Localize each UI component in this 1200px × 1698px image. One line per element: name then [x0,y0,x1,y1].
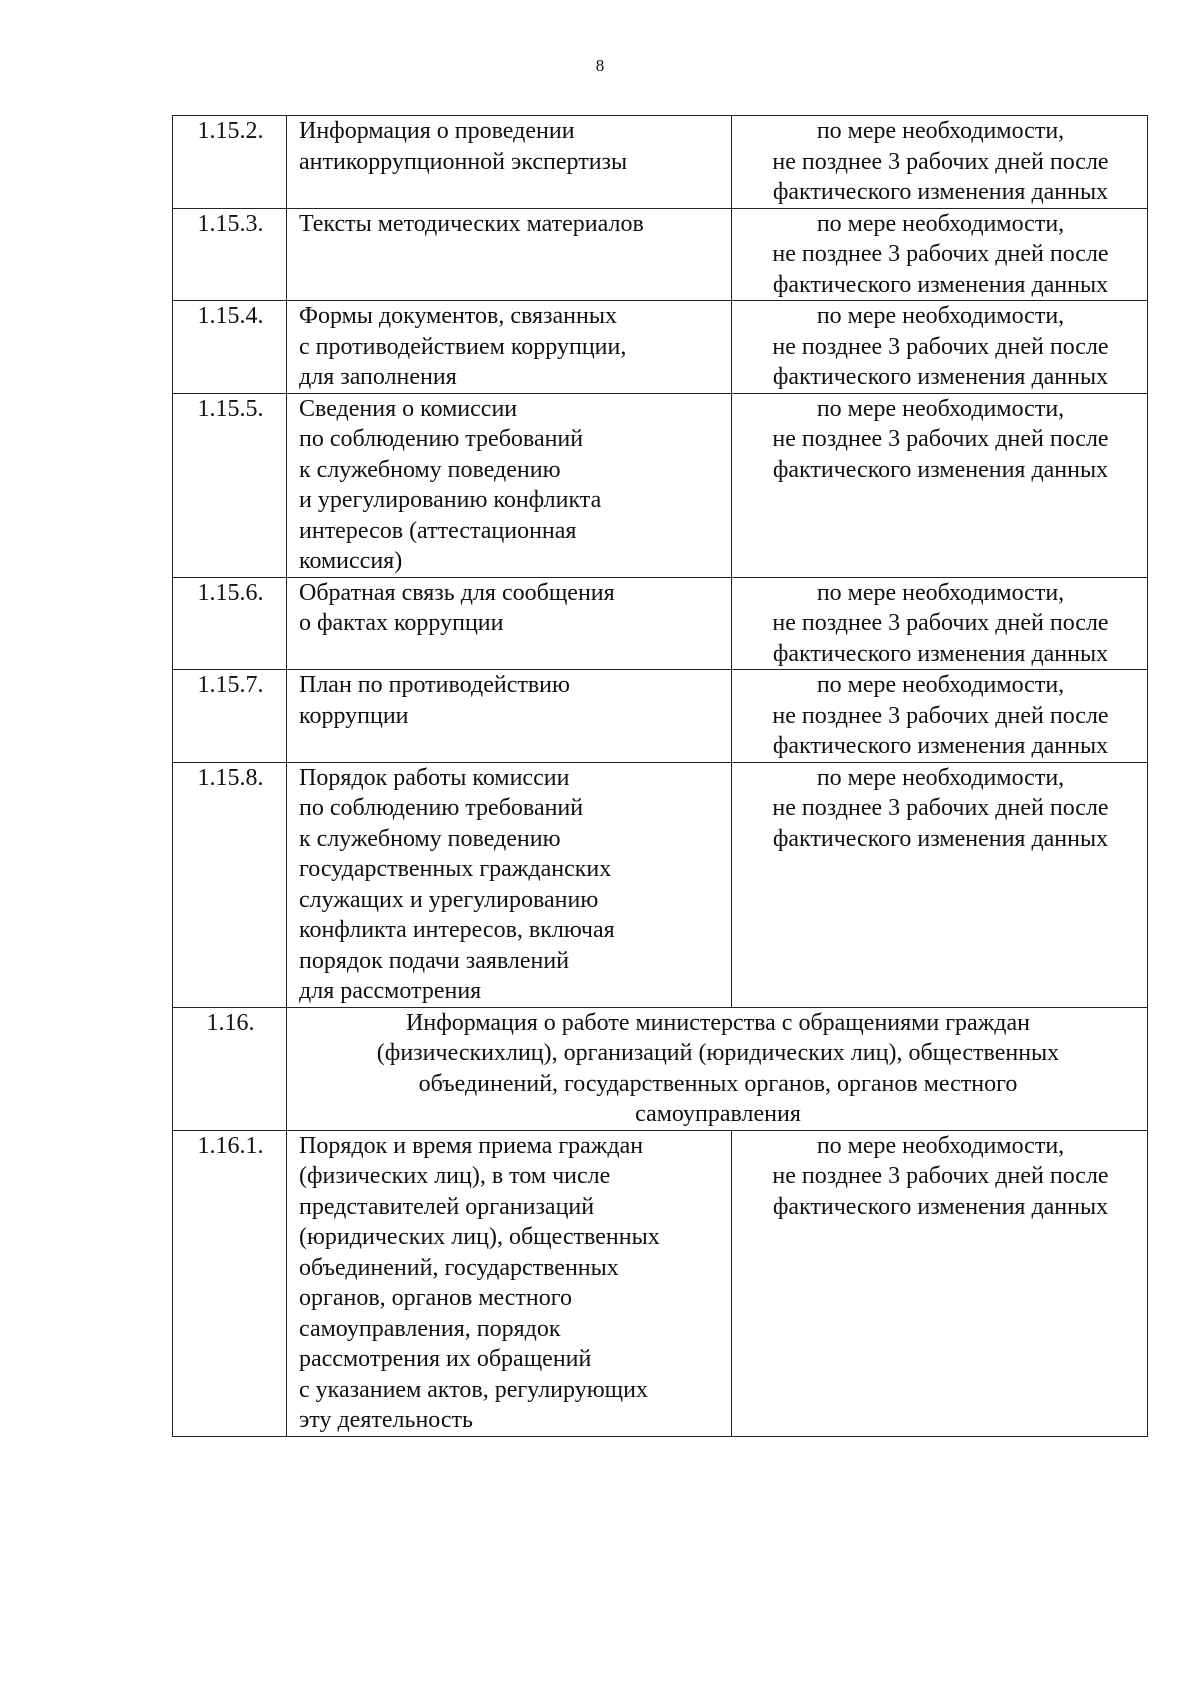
item-description-line: органов, органов местного [299,1285,573,1311]
item-deadline-line: по мере необходимости, [816,579,1065,606]
table-row [173,762,1148,1007]
item-deadline-line: не позднее 3 рабочих дней после [772,610,1109,636]
item-description-line: Тексты методических материалов [299,210,644,237]
item-description [287,116,732,209]
item-description-line: Обратная связь для сообщения [299,579,615,606]
item-description-line: и урегулированию конфликта [299,487,602,513]
item-deadline [732,670,1148,763]
item-number: 1.15.2. [173,116,287,209]
document-table [172,115,1148,1437]
item-description-line: о фактах коррупции [299,610,504,636]
table-row [173,116,1148,209]
section-title-line: объединений, государственных органов, органов местного [418,1070,1018,1097]
table-row [173,1130,1148,1436]
section-title-line: самоуправления [635,1101,801,1127]
item-description-line: Порядок и время приема граждан [299,1132,644,1159]
item-description-line: представителей организаций [299,1193,595,1220]
item-description-line: План по противодействию [299,672,570,698]
section-title-line: (физическихлиц), организаций (юридических лиц), общественных [376,1040,1060,1066]
item-deadline-line: по мере необходимости, [816,303,1065,329]
item-number: 1.15.4. [173,301,287,394]
item-description [287,670,732,763]
item-description-line: антикоррупционной экспертизы [299,148,628,175]
item-description-line: Формы документов, связанных [299,303,617,329]
item-deadline [732,577,1148,670]
item-description-line: комиссия) [299,548,403,574]
table-row [173,577,1148,670]
item-number: 1.15.5. [173,393,287,577]
item-description-line: рассмотрения их обращений [299,1346,592,1372]
item-deadline-line: фактического изменения данных [772,825,1109,852]
item-description-line: коррупции [299,702,409,729]
item-description-line: к служебному поведению [299,456,561,483]
item-description [287,577,732,670]
item-description [287,1130,732,1436]
item-description-line: государственных гражданских [299,856,612,882]
item-deadline [732,301,1148,394]
item-description-line: интересов (аттестационная [299,517,577,544]
item-deadline-line: не позднее 3 рабочих дней после [772,333,1109,360]
item-deadline-line: не позднее 3 рабочих дней после [772,148,1109,175]
page-number: 8 [595,56,605,75]
item-number: 1.16.1. [173,1130,287,1436]
item-description-line: (физических лиц), в том числе [299,1163,611,1189]
item-description-line: к служебному поведению [299,825,561,852]
item-deadline-line: по мере необходимости, [816,210,1065,237]
item-deadline-line: не позднее 3 рабочих дней после [772,702,1109,729]
table-row [173,393,1148,577]
item-description-line: для рассмотрения [299,978,482,1004]
item-deadline-line: фактического изменения данных [772,179,1109,205]
item-deadline-line: фактического изменения данных [772,456,1109,483]
item-number: 1.15.8. [173,762,287,1007]
item-deadline-line: фактического изменения данных [772,364,1109,390]
item-description-line: с противодействием коррупции, [299,333,627,360]
table-row [173,301,1148,394]
item-description-line: Порядок работы комиссии [299,764,570,791]
item-number: 1.15.3. [173,208,287,301]
item-number: 1.15.6. [173,577,287,670]
item-deadline-line: по мере необходимости, [816,672,1065,698]
item-deadline [732,393,1148,577]
item-deadline-line: фактического изменения данных [772,733,1109,759]
item-deadline [732,116,1148,209]
item-description-line: по соблюдению требований [299,795,584,821]
item-description [287,208,732,301]
table-row [173,208,1148,301]
item-description-line: Информация о проведении [299,118,575,144]
item-deadline-line: по мере необходимости, [816,118,1065,144]
section-title [287,1007,1148,1130]
item-number: 1.15.7. [173,670,287,763]
item-description-line: самоуправления, порядок [299,1315,561,1342]
item-deadline-line: по мере необходимости, [816,764,1065,791]
item-deadline [732,1130,1148,1436]
item-description-line: по соблюдению требований [299,426,584,452]
item-description-line: порядок подачи заявлений [299,947,570,974]
section-title-line: Информация о работе министерства с обращениями граждан [406,1009,1030,1036]
item-description-line: для заполнения [299,364,457,390]
item-description-line: объединений, государственных [299,1254,619,1281]
item-description-line: (юридических лиц), общественных [299,1224,660,1250]
item-deadline-line: по мере необходимости, [816,395,1065,422]
item-deadline-line: не позднее 3 рабочих дней после [772,241,1109,267]
item-description-line: конфликта интересов, включая [299,917,615,943]
item-number: 1.16. [173,1007,287,1130]
item-deadline-line: не позднее 3 рабочих дней после [772,795,1109,821]
item-description-line: с указанием актов, регулирующих [299,1376,648,1403]
item-deadline-line: фактического изменения данных [772,1193,1109,1220]
table-row [173,670,1148,763]
item-description-line: служащих и урегулированию [299,886,599,913]
item-description [287,301,732,394]
item-description [287,393,732,577]
item-deadline [732,208,1148,301]
item-description [287,762,732,1007]
item-deadline-line: фактического изменения данных [772,271,1109,298]
item-deadline-line: не позднее 3 рабочих дней после [772,1163,1109,1189]
item-deadline-line: по мере необходимости, [816,1132,1065,1159]
section-row [173,1007,1148,1130]
item-description-line: эту деятельность [299,1407,473,1433]
item-deadline-line: не позднее 3 рабочих дней после [772,426,1109,452]
item-description-line: Сведения о комиссии [299,395,518,422]
item-deadline [732,762,1148,1007]
item-deadline-line: фактического изменения данных [772,640,1109,667]
